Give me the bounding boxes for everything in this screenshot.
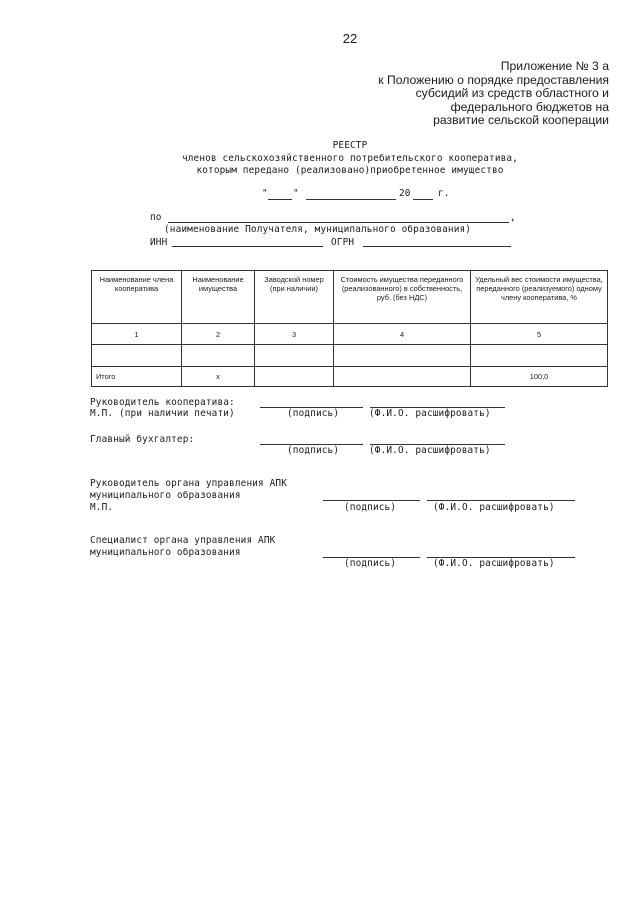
ogrn-label: ОГРН <box>331 237 355 248</box>
col-number: 5 <box>471 324 608 345</box>
col-header-serial: Заводской номер (при наличии) <box>255 271 334 324</box>
total-cell[interactable] <box>334 367 471 387</box>
col-header-property: Наименование имущества <box>182 271 255 324</box>
col-number: 4 <box>334 324 471 345</box>
document-subtitle-line1: членов сельскохозяйственного потребительского кооператива, <box>181 153 519 164</box>
document-subtitle-line2: которым передано (реализовано)приобретенное имущество <box>196 165 504 176</box>
date-year-blank[interactable] <box>413 199 433 200</box>
col-number: 3 <box>255 324 334 345</box>
apk-head-label-line2: муниципального образования <box>90 490 241 501</box>
chair-label: Руководитель кооператива: <box>90 397 235 408</box>
appendix-reference <box>289 60 609 128</box>
table-row <box>92 345 608 367</box>
fio-caption: (Ф.И.О. расшифровать) <box>369 408 491 419</box>
mp-short-label: М.П. <box>90 502 114 513</box>
date-month-blank[interactable] <box>306 199 396 200</box>
sign-caption: (подпись) <box>287 445 340 456</box>
apk-spec-label-line1: Специалист органа управления АПК <box>90 535 276 546</box>
table-number-row <box>92 324 608 345</box>
recipient-comma: , <box>510 212 516 223</box>
appendix-line: к Положению о порядке предоставления <box>378 72 609 87</box>
document-title: РЕЕСТР <box>332 140 368 151</box>
inn-blank[interactable] <box>172 246 323 247</box>
apk-head-fio-blank[interactable] <box>427 500 575 501</box>
apk-spec-label-line2: муниципального образования <box>90 547 241 558</box>
date-year-prefix: 20 <box>399 188 411 199</box>
total-cell[interactable] <box>255 367 334 387</box>
col-number: 2 <box>182 324 255 345</box>
table-cell[interactable] <box>471 345 608 367</box>
inn-label: ИНН <box>150 237 168 248</box>
col-number: 1 <box>92 324 182 345</box>
sign-caption: (подпись) <box>287 408 340 419</box>
date-quote-close: " <box>293 188 299 199</box>
col-header-member: Наименование члена кооператива <box>92 271 182 324</box>
po-label: по <box>150 212 162 223</box>
table-header-row <box>92 271 608 324</box>
fio-caption: (Ф.И.О. расшифровать) <box>433 558 555 569</box>
col-header-value: Стоимость имущества переданного (реализованного) в собственность, руб. (без НДС) <box>334 271 471 324</box>
date-suffix: г. <box>438 188 450 199</box>
recipient-name-blank[interactable] <box>168 222 509 223</box>
registry-table <box>91 270 608 387</box>
table-cell[interactable] <box>182 345 255 367</box>
sign-caption: (подпись) <box>344 502 397 513</box>
ogrn-blank[interactable] <box>363 246 511 247</box>
page-number: 22 <box>342 31 358 46</box>
appendix-line: федерального бюджетов на <box>450 99 609 114</box>
apk-head-label-line1: Руководитель органа управления АПК <box>90 478 288 489</box>
recipient-caption: (наименование Получателя, муниципального образования) <box>164 224 472 235</box>
table-cell[interactable] <box>334 345 471 367</box>
fio-caption: (Ф.И.О. расшифровать) <box>433 502 555 513</box>
accountant-label: Главный бухгалтер: <box>90 434 195 445</box>
mp-label: М.П. (при наличии печати) <box>90 408 235 419</box>
table-cell[interactable] <box>92 345 182 367</box>
date-quote-open: " <box>262 188 268 199</box>
fio-caption: (Ф.И.О. расшифровать) <box>369 445 491 456</box>
col-header-share: Удельный вес стоимости имущества, переданного (реализуемого) одному члену кооператива, % <box>471 271 608 324</box>
total-cell: х <box>182 367 255 387</box>
date-day-blank[interactable] <box>268 199 292 200</box>
appendix-line: развитие сельской кооперации <box>433 113 609 128</box>
appendix-line: Приложение № 3 а <box>500 59 609 73</box>
total-share: 100,0 <box>471 367 608 387</box>
total-label: Итого <box>92 367 182 387</box>
sign-caption: (подпись) <box>344 558 397 569</box>
apk-head-signature-blank[interactable] <box>323 500 420 501</box>
table-total-row <box>92 367 608 387</box>
appendix-line: субсидий из средств областного и <box>415 86 609 101</box>
table-cell[interactable] <box>255 345 334 367</box>
